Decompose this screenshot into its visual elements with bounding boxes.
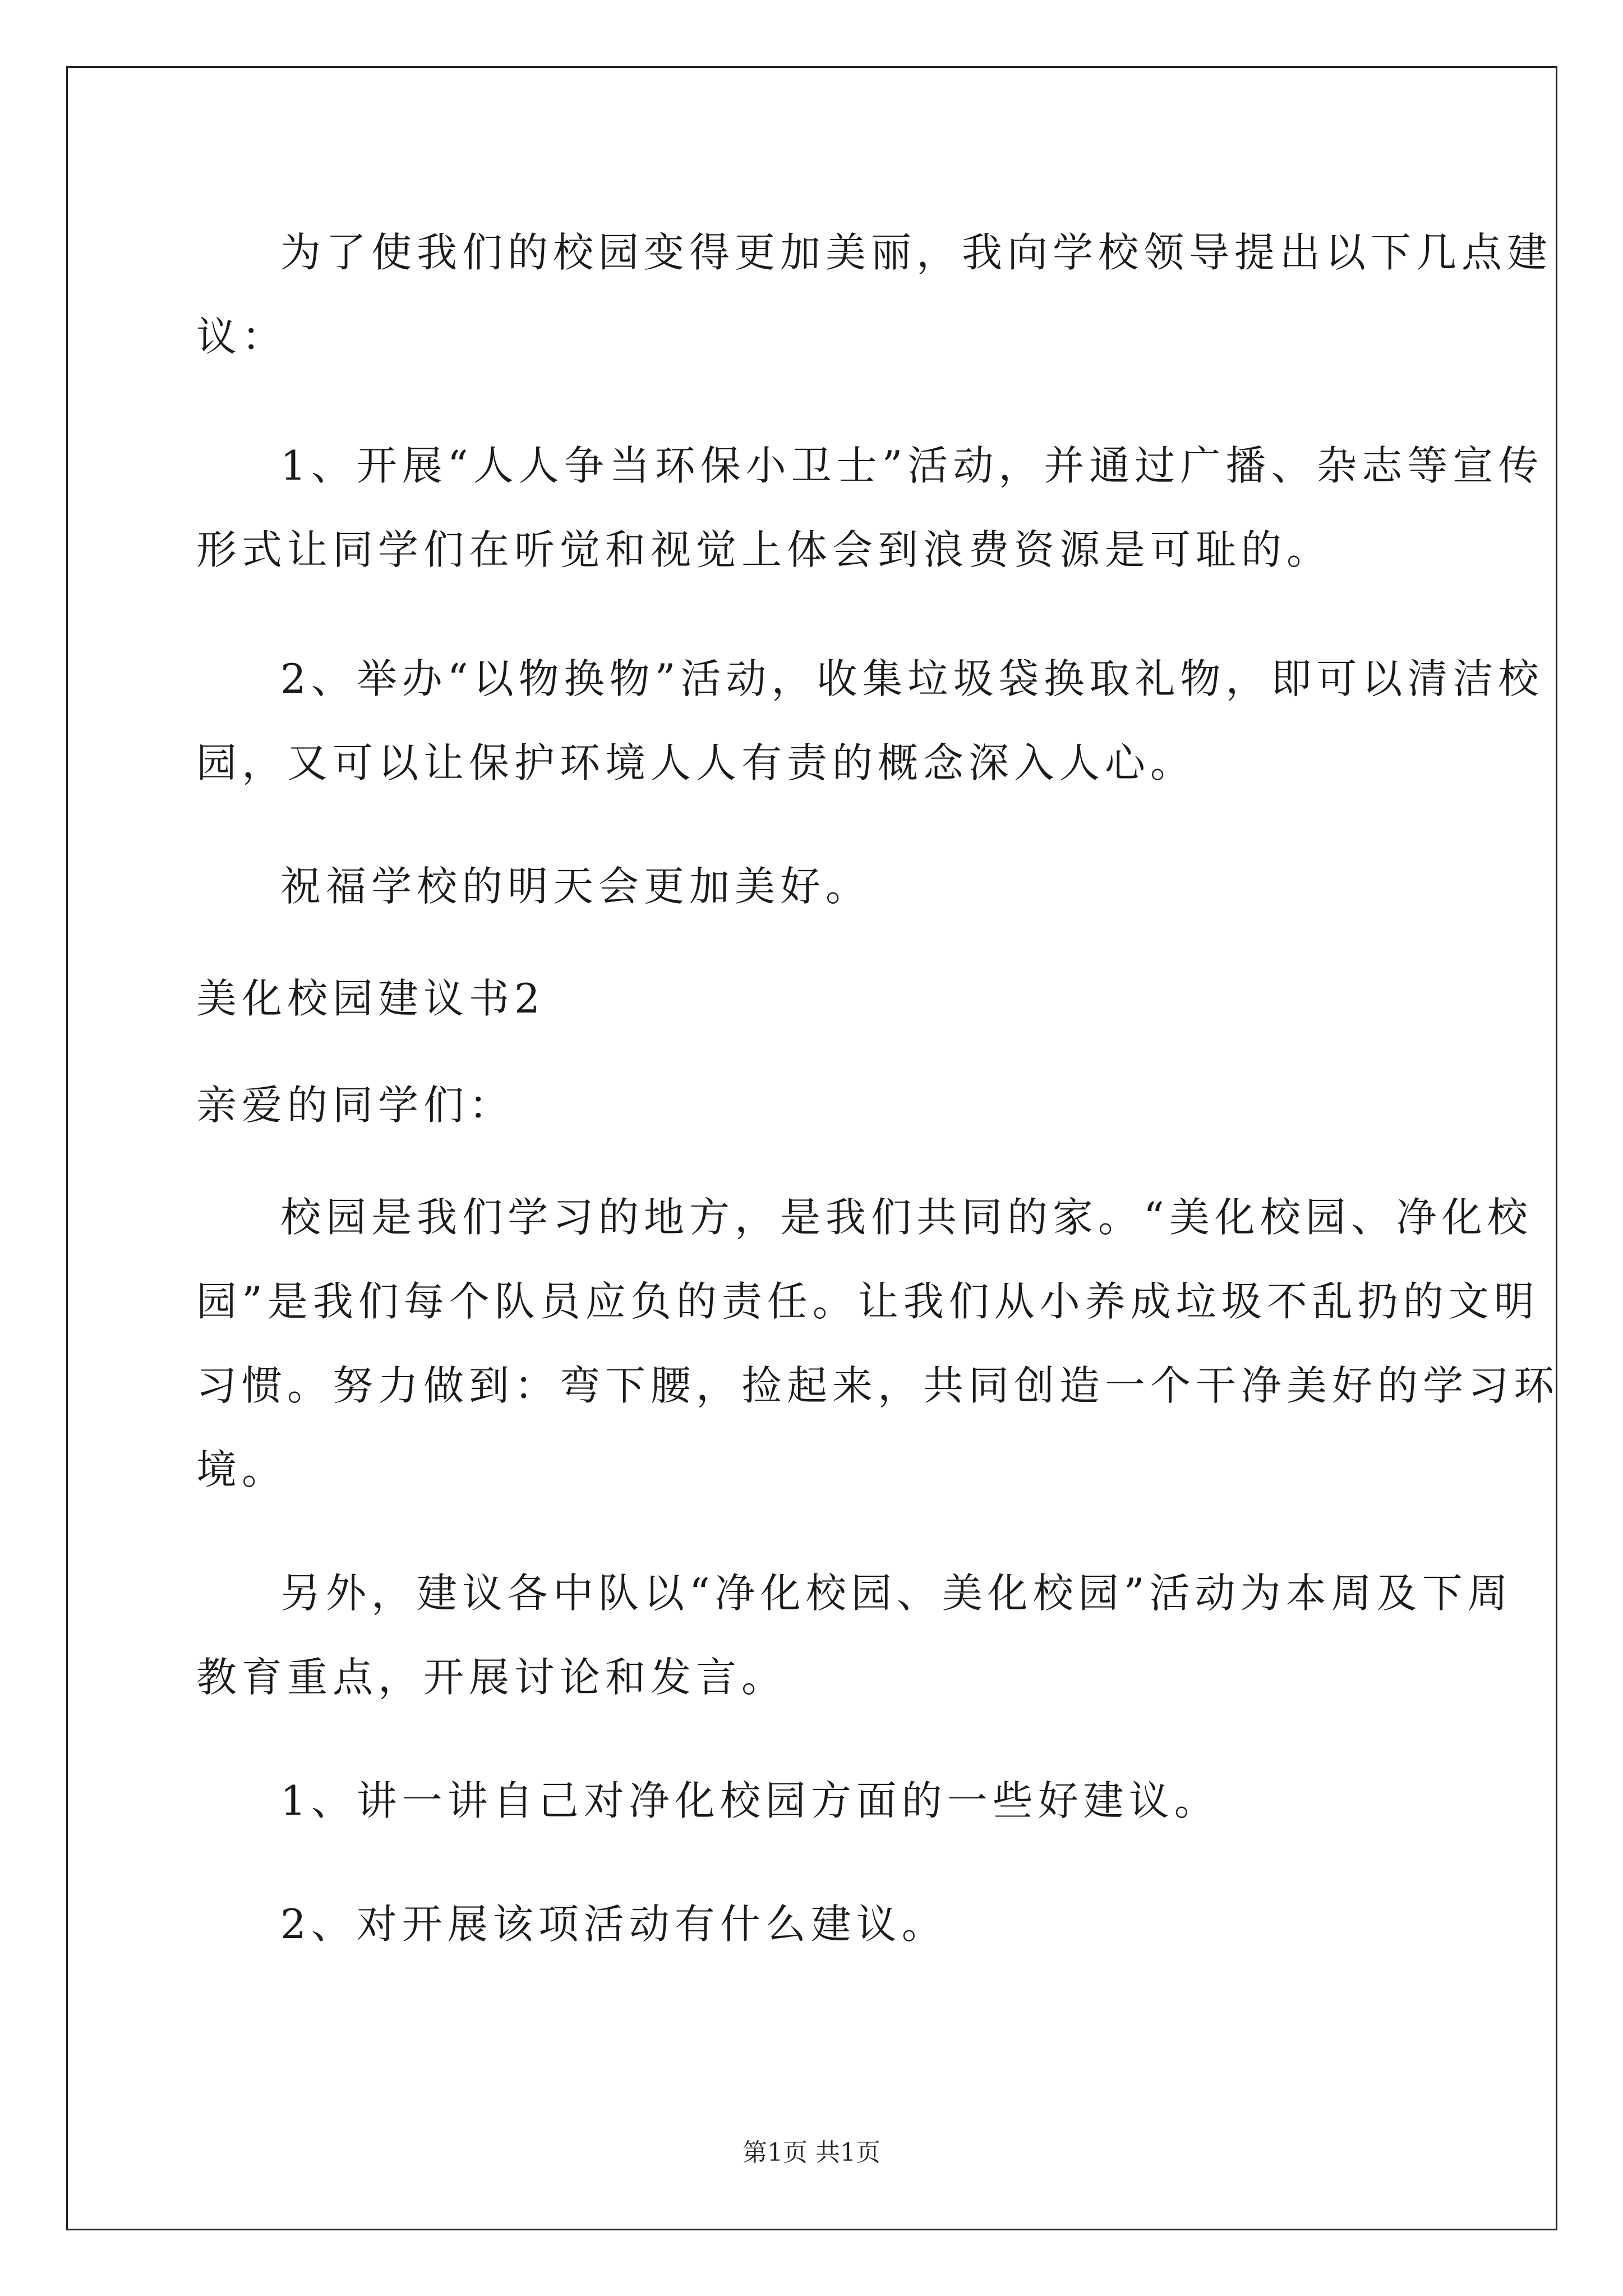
- paragraph-line: 祝福学校的明天会更加美好。: [280, 863, 872, 910]
- paragraph-line: 1、开展“人人争当环保小卫士”活动，并通过广播、杂志等宣传: [280, 442, 1544, 489]
- list-item: 2、对开展该项活动有什么建议。: [280, 1901, 947, 1948]
- salutation: 亲爱的同学们：: [196, 1082, 515, 1129]
- section-heading: 美化校园建议书2: [196, 975, 545, 1022]
- paragraph-line: 形式让同学们在听觉和视觉上体会到浪费资源是可耻的。: [196, 526, 1332, 573]
- paragraph-line: 习惯。努力做到：弯下腰，捡起来，共同创造一个干净美好的学习环: [196, 1362, 1560, 1409]
- paragraph-line: 园，又可以让保护环境人人有责的概念深入人心。: [196, 739, 1196, 786]
- paragraph-line: 另外，建议各中队以“净化校园、美化校园”活动为本周及下周: [280, 1570, 1513, 1617]
- page-footer: 第1页 共1页: [743, 2138, 880, 2167]
- paragraph-line: 2、举办“以物换物”活动，收集垃圾袋换取礼物，即可以清洁校: [280, 655, 1544, 702]
- paragraph-line: 园”是我们每个队员应负的责任。让我们从小养成垃圾不乱扔的文明: [196, 1278, 1539, 1325]
- paragraph-line: 教育重点，开展讨论和发言。: [196, 1654, 787, 1701]
- list-item: 1、讲一讲自己对净化校园方面的一些好建议。: [280, 1777, 1220, 1824]
- paragraph-line: 议：: [196, 313, 288, 360]
- paragraph-line: 境。: [196, 1446, 288, 1493]
- paragraph-line: 为了使我们的校园变得更加美丽，我向学校领导提出以下几点建: [280, 229, 1553, 276]
- paragraph-line: 校园是我们学习的地方，是我们共同的家。“美化校园、净化校: [280, 1194, 1533, 1241]
